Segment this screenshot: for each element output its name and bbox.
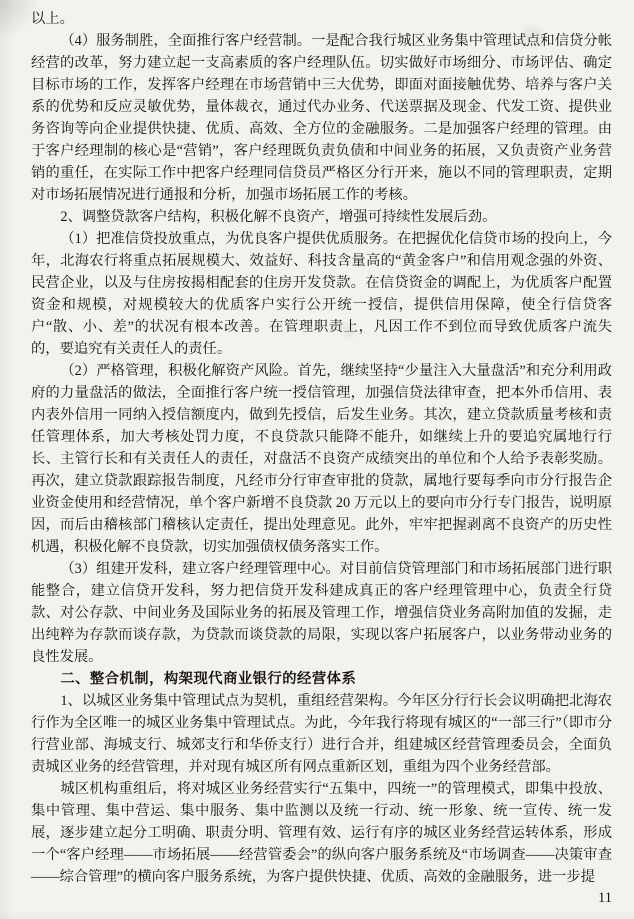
page-number: 11 (598, 890, 612, 906)
paragraph-final: 城区机构重组后，将对城区业务经营实行“五集中，四统一”的管理模式，即集中投放、集中管理、集中营运、集中服务、集中监测以及统一行动、统一形象、统一宣传、统一发展，逐步建立起分工明确、职责分明、管理有效、运行有序的城区业务经营运转体系，形成一个“客户经理——市场拓展——经营管委会”的纵向客户服务系统及“市场调查——决策审查——综合管理”的横向客户服务系统，为客户提供快捷、优质、高效的金融服务，进一步提 (31, 781, 612, 885)
paragraph-item-2: 2、调整贷款客户结构，积极化解不良资产，增强可持续性发展后劲。 (60, 209, 497, 225)
section-heading: 二、整合机制，构架现代商业银行的经营体系 (60, 671, 357, 687)
paragraph-continuation: 以上。 (31, 11, 74, 27)
paragraph-sub-2: （2）严格管理，积极化解资产风险。首先，继续坚持“少量注入大量盘活”和充分利用政府的力量盘活的做法，全面推行客户统一授信管理，加强信贷法律审查，把本外币信用、表内表外信用一同纳入授信额度内，做到先授信，后发生业务。其次，建立贷款质量考核和责任管理体系，加大考核处罚力度，不良贷款只能降不能升，如继续上升的要追究属地行行长、主管行长和有关责任人的责任，对盘活不良资产成绩突出的单位和个人给予表彰奖励。再次，建立贷款跟踪报告制度，凡经市分行审查审批的贷款，属地行要每季向市分行报告企业资金使用和经营情况，单个客户新增不良贷款 20 万元以上的要向市分行专门报告，说明原因，而后由稽核部门稽核认定责任，提出处理意见。此外，牢牢把握剥离不良资产的历史性机遇，积极化解不良贷款，切实加强债权债务落实工作。 (31, 363, 612, 555)
paragraph-sub-3: （3）组建开发科，建立客户经理管理中心。对目前信贷管理部门和市场拓展部门进行职能整合，建立信贷开发科，努力把信贷开发科建成真正的客户经理管理中心，负责全行贷款、对公存款、中间业务及国际业务的拓展及管理工作，增强信贷业务高附加值的发掘，走出纯粹为存款而谈存款，为贷款而谈贷款的局限，实现以客户拓展客户，以业务带动业务的良性发展。 (31, 561, 612, 665)
paragraph-item-1: 1、以城区业务集中管理试点为契机，重组经营架构。今年区分行行长会议明确把北海农行作为全区唯一的城区业务集中管理试点。为此，今年我行将现有城区的“一部三行”（即市分行营业部、海城支行、城郊支行和华侨支行）进行合并，组建城区经营管理委员会，全面负责城区业务的经营管理，并对现有城区所有网点重新区划，重组为四个业务经营部。 (31, 693, 612, 775)
paragraph-item-4: （4）服务制胜，全面推行客户经营制。一是配合我行城区业务集中管理试点和信贷分帐经营的改革，努力建立起一支高素质的客户经理队伍。切实做好市场细分、市场评估、确定目标市场的工作，发挥客户经理在市场营销中三大优势，即面对面接触优势、培养与客户关系的优势和反应灵敏优势，量体裁衣，通过代办业务、代送票据及现金、代发工资、提供业务咨询等向企业提供快捷、优质、高效、全方位的金融服务。二是加强客户经理的管理。由于客户经理制的核心是“营销”，客户经理既负责负债和中间业务的拓展，又负责资产业务营销的重任，在实际工作中把客户经理同信贷员严格区分行开来，施以不同的管理职责，定期对市场拓展情况进行通报和分析，加强市场拓展工作的考核。 (31, 33, 612, 203)
paragraph-sub-1: （1）把准信贷投放重点，为优良客户提供优质服务。在把握优化信贷市场的投向上，今年，北海农行将重点拓展规模大、效益好、科技含量高的“黄金客户”和信用观念强的外资、民营企业，以及与住房按揭相配套的住房开发贷款。在信贷资金的调配上，为优质客户配置资金和规模，对规模较大的优质客户实行公开统一授信，提供信用保障，使全行信贷客户“散、小、差”的状况有根本改善。在管理职责上，凡因工作不到位而导致优质客户流失的，要追究有关责任人的责任。 (31, 231, 612, 357)
document-body (31, 8, 612, 888)
